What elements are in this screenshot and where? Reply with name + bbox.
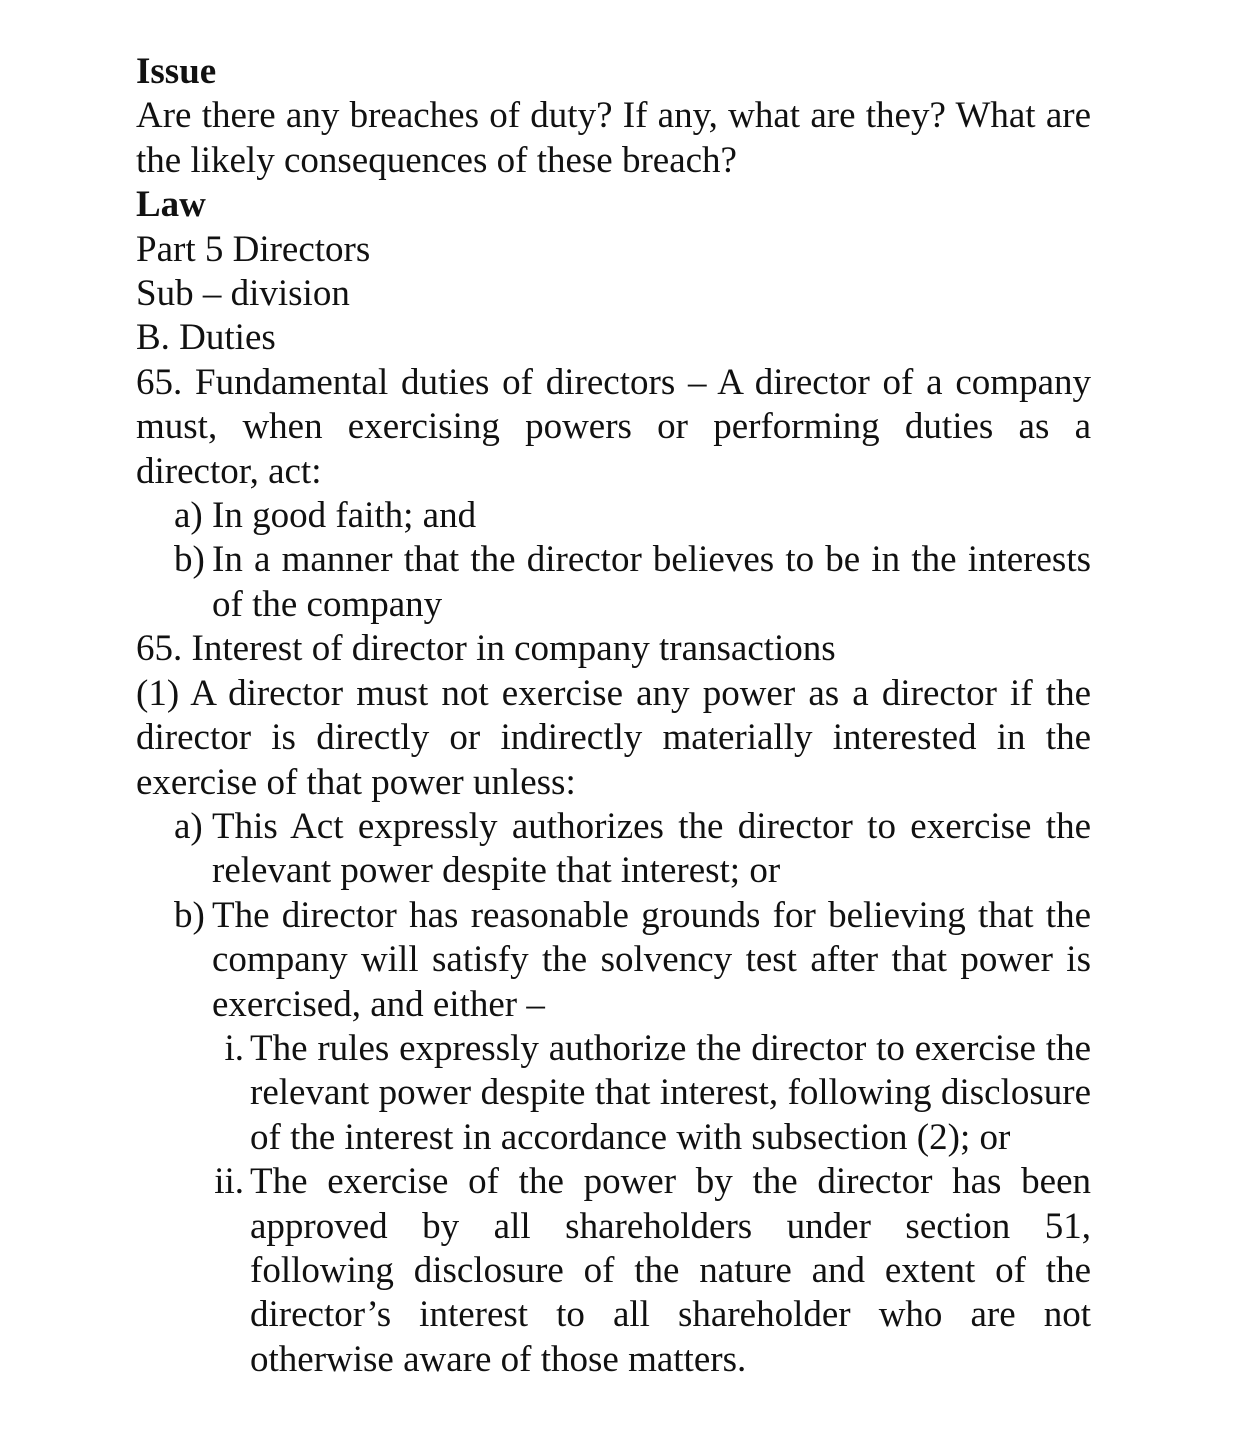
list-item (212, 1160, 1091, 1382)
list-item-text: In good faith; and (212, 495, 477, 537)
list-item-text: This Act expressly authorizes the director to exercise the relevant power despite that interest; or (212, 805, 1091, 892)
interest-subconditions-list (212, 1027, 1091, 1382)
fundamental-duties-intro: 65. Fundamental duties of directors – A director of a company must, when exercising powers or performing duties as a director, act: (136, 361, 1091, 492)
list-marker: b) (174, 539, 205, 581)
list-item-text: The exercise of the power by the director has been approved by all shareholders under section 51, following disclosure of the nature and extent of the director’s interest to all shareholder who are not otherwise aware of those matters. (250, 1161, 1091, 1380)
list-item-text: The rules expressly authorize the director to exercise the relevant power despite that interest, following disclosure of the interest in accordance with subsection (2); or (250, 1027, 1091, 1158)
list-item-text: In a manner that the director believes to be in the interests of the company (212, 539, 1091, 625)
list-marker: i. (224, 1027, 244, 1069)
list-item (174, 538, 1091, 627)
subdivision-title: Sub – division (136, 273, 350, 315)
list-item-text: The director has reasonable grounds for believing that the company will satisfy the solvency test after that power is exercised, and either – (212, 894, 1091, 1025)
list-item (174, 805, 1091, 894)
list-marker: a) (174, 495, 203, 537)
section-label: B. Duties (136, 317, 276, 359)
law-heading: Law (136, 184, 206, 226)
list-marker: b) (174, 894, 205, 936)
list-item (174, 494, 1091, 538)
document-body (136, 50, 1091, 1382)
issue-heading: Issue (136, 51, 217, 92)
subsection-1-text: (1) A director must not exercise any power as a director if the director is directly or indirectly materially interested in the exercise of that power unless: (136, 672, 1091, 803)
list-item (174, 894, 1091, 1027)
list-marker: a) (174, 805, 203, 847)
part-title: Part 5 Directors (136, 228, 371, 270)
issue-text: Are there any breaches of duty? If any, what are they? What are the likely consequences of these breach? (136, 95, 1091, 181)
list-item (212, 1027, 1091, 1160)
list-marker: ii. (214, 1161, 244, 1203)
fundamental-duties-list (174, 494, 1091, 627)
interest-conditions-list (174, 805, 1091, 1027)
interest-section-title: 65. Interest of director in company transactions (136, 628, 836, 670)
